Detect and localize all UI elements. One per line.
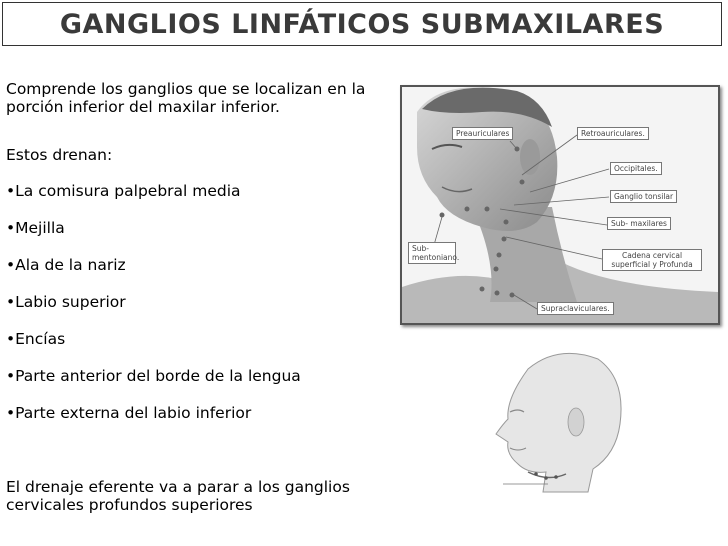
bullet-item: •La comisura palpebral media xyxy=(6,182,241,200)
bullet-item: •Labio superior xyxy=(6,293,126,311)
label-preauriculares: Preauriculares xyxy=(452,127,513,140)
efferent-paragraph: El drenaje eferente va a parar a los ganglios cervicales profundos superiores xyxy=(6,478,350,514)
label-supraclaviculares: Supraclaviculares. xyxy=(537,302,614,315)
slide-title: GANGLIOS LINFÁTICOS SUBMAXILARES xyxy=(59,8,665,40)
lymph-node-illustration xyxy=(400,85,720,325)
title-box xyxy=(2,2,722,46)
head-neck-drawing xyxy=(402,87,718,323)
bullet-item: •Ala de la nariz xyxy=(6,256,126,274)
label-retroauriculares: Retroauriculares. xyxy=(577,127,649,140)
bullet-item: •Encías xyxy=(6,330,66,348)
label-submaxilares: Sub- maxilares xyxy=(607,217,671,230)
label-occipitales: Occipitales. xyxy=(610,162,662,175)
bullet-item: •Mejilla xyxy=(6,219,65,237)
bullet-item: •Parte externa del labio inferior xyxy=(6,404,252,422)
child-head-sketch xyxy=(488,344,628,494)
bullet-item: •Parte anterior del borde de la lengua xyxy=(6,367,301,385)
drain-heading: Estos drenan: xyxy=(6,146,113,164)
label-cadena-cervical: Cadena cervical superficial y Profunda xyxy=(602,249,702,271)
child-head-drawing xyxy=(488,344,628,494)
label-tonsilar: Ganglio tonsilar xyxy=(610,190,677,203)
label-submentoniano: Sub-mentoniano. xyxy=(408,242,456,264)
intro-paragraph: Comprende los ganglios que se localizan en la porción inferior del maxilar inferior. xyxy=(6,80,366,116)
